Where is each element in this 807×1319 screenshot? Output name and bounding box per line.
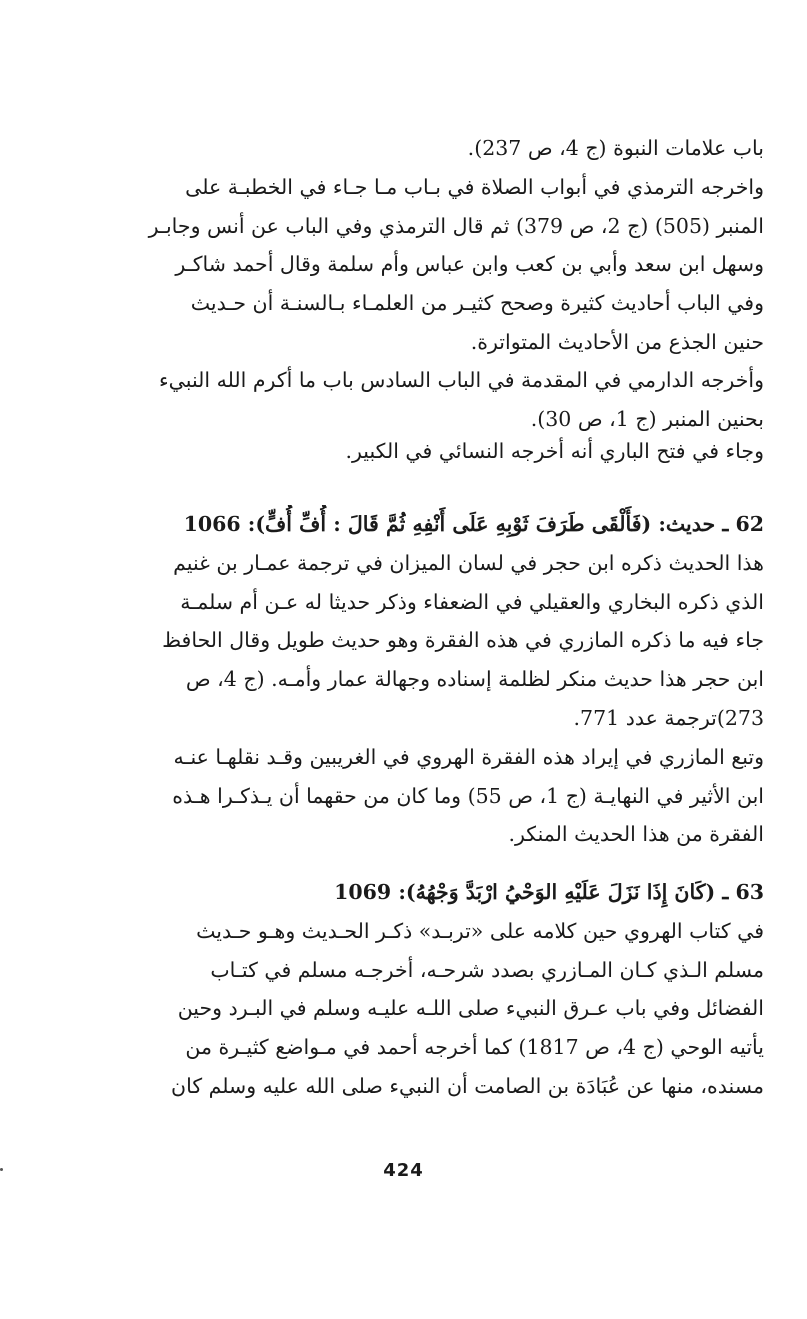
text-line: الفضائل وفي باب عـرق النبيء صلى اللـه عليـه وسلم في البـرد وحين [177,996,764,1021]
text-line: باب علامات النبوة (ج 4، ص 237). [467,136,764,160]
text-line: وتبع المازري في إيراد هذه الفقرة الهروي في الغريبين وقـد نقلهـا عنـه [173,744,764,769]
text-line: وفي الباب أحاديث كثيرة وصحح كثيـر من العلمـاء بـالسنـة أن حـديث [190,291,764,316]
text-line: ابن حجر هذا حديث منكر لظلمة إسناده وجهالة عمار وأمـه. (ج 4، ص [185,667,764,692]
text-line: مسنده، منها عن عُبَادَة بن الصامت أن النبيء صلى الله عليه وسلم كان [171,1073,764,1098]
paragraph-1 [44,129,764,362]
section-63 [44,873,764,1106]
text-line: جاء فيه ما ذكره المازري في هذه الفقرة وهو حديث طويل وقال الحافظ [162,628,764,653]
section-heading: 63 ـ (كَانَ إِذَا نَزَلَ عَلَيْهِ الوَحْيُ ارْبَدَّ وَجْهُهُ): 1069 [334,880,764,904]
text-line: الذي ذكره البخاري والعقيلي في الضعفاء وذكر حديثا له عـن أم سلمـة [180,589,764,614]
text-line: بحنين المنبر (ج 1، ص 30). [530,406,764,431]
text-line: 273)ترجمة عدد 771. [573,705,764,730]
section-heading: 62 ـ حديث: (فَأَلْقَى طَرَفَ ثَوْبِهِ عَلَى أَنْفِهِ ثُمَّ قَالَ : أُفِّ أُفٍّ): 1066 [183,512,764,536]
text-line: ابن الأثير في النهايـة (ج 1، ص 55) وما كان من حقهما أن يـذكـرا هـذه [172,783,764,808]
paragraph-3 [44,432,764,471]
text-line: حنين الجذع من الأحاديث المتواترة. [470,329,764,354]
text-line: الفقرة من هذا الحديث المنكر. [508,822,764,847]
text-line: في كتاب الهروي حين كلامه على «تربـد» ذكـر الحـديث وهـو حـديث [196,918,764,943]
text-line: مسلم الـذي كـان المـازري بصدد شرحـه، أخرجـه مسلم في كتـاب [210,957,764,982]
text-line: وسهل ابن سعد وأبي بن كعب وابن عباس وأم سلمة وقال أحمد شاكـر [175,252,764,277]
paragraph-2 [44,361,764,439]
text-line: المنبر (505) (ج 2، ص 379) ثم قال الترمذي وفي الباب عن أنس وجابـر [148,213,764,238]
text-line: يأتيه الوحي (ج 4، ص 1817) كما أخرجه أحمد في مـواضع كثيـرة من [185,1035,764,1060]
text-line: هذا الحديث ذكره ابن حجر في لسان الميزان في ترجمة عمـار بن غنيم [173,550,764,575]
scan-artifact [0,1168,3,1171]
text-line: وجاء في فتح الباري أنه أخرجه النسائي في الكبير. [345,439,764,463]
section-62 [44,505,764,854]
text-line: وأخرجه الدارمي في المقدمة في الباب السادس باب ما أكرم الله النبيء [159,368,764,392]
text-line: واخرجه الترمذي في أبواب الصلاة في بـاب مـا جـاء في الخطبـة على [185,174,764,199]
page-number: 424 [383,1160,424,1181]
